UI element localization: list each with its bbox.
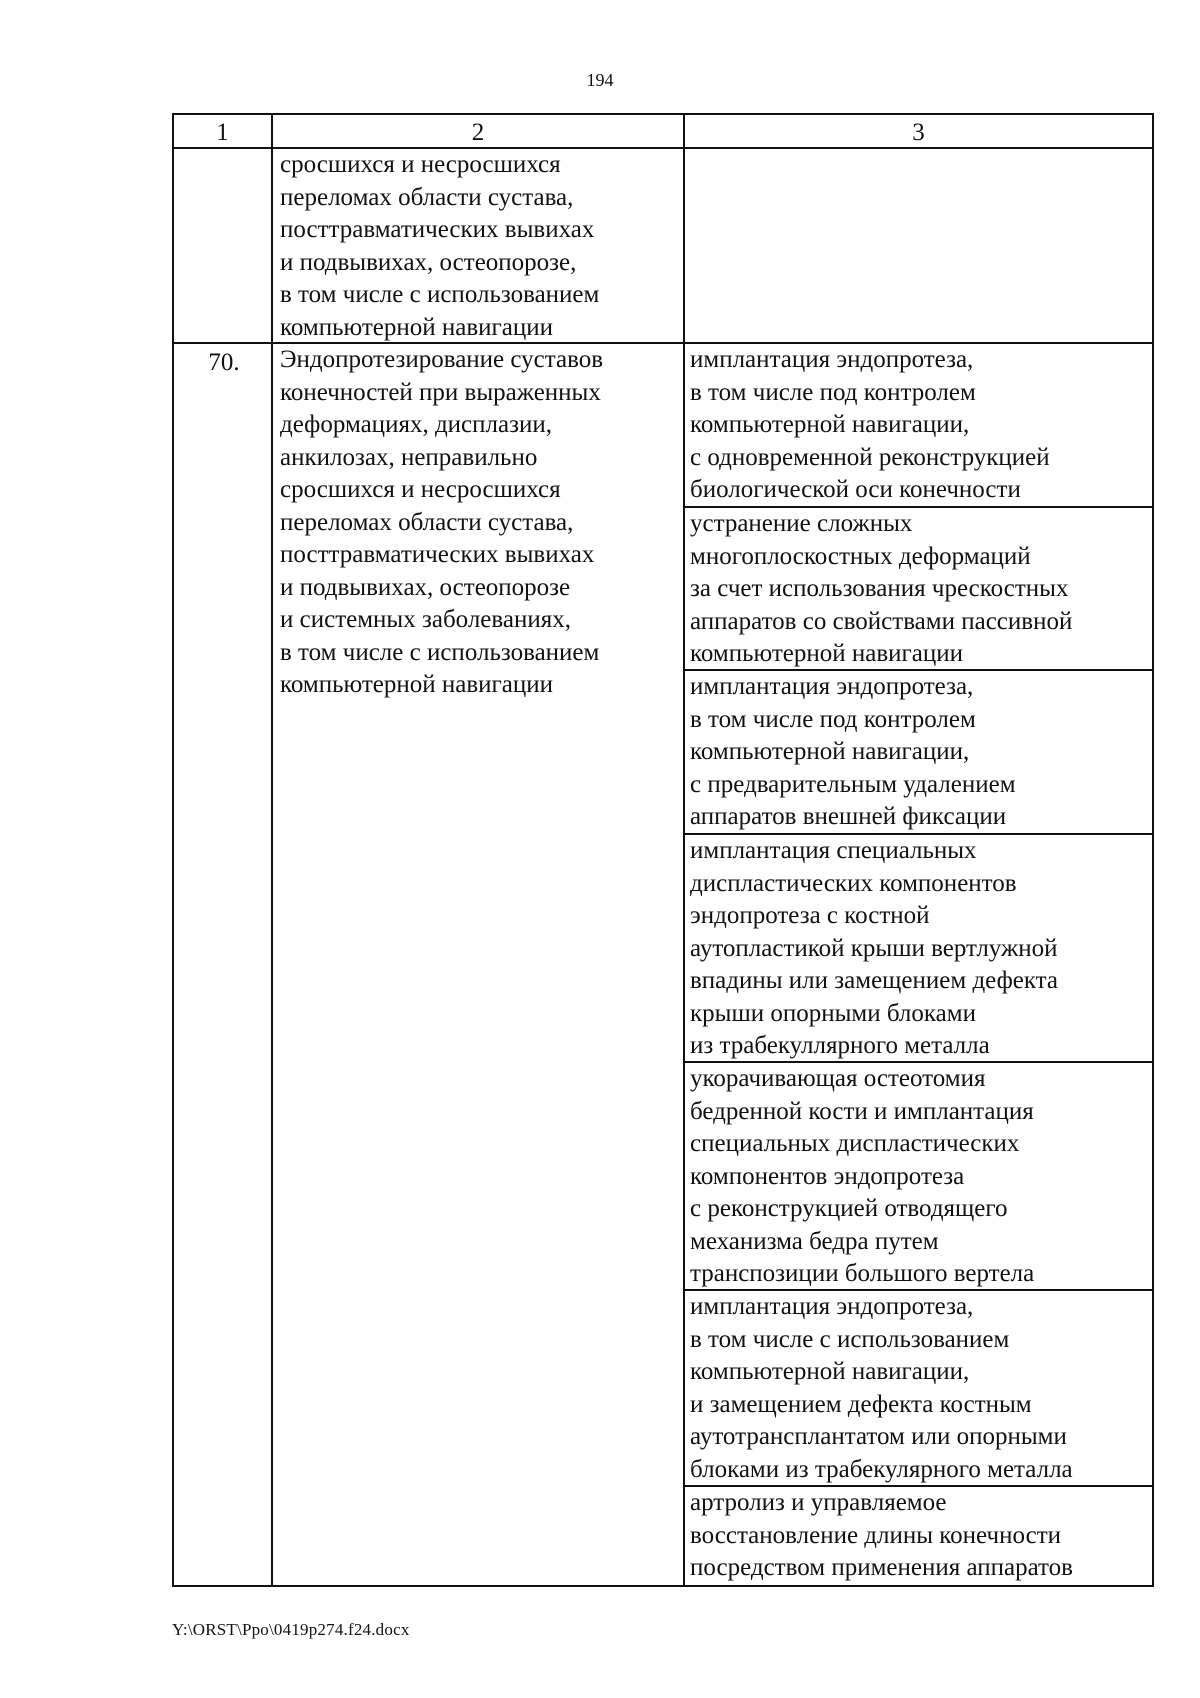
row-number: 70. — [208, 349, 240, 376]
treatment-method-4 — [690, 835, 1058, 1063]
text-line: имплантация специальных — [690, 837, 977, 864]
text-line: эндопротеза с костной — [690, 902, 930, 929]
text-line: посредством применения аппаратов — [690, 1554, 1073, 1581]
text-line: биологической оси конечности — [690, 476, 1021, 503]
text-line: анкилозах, неправильно — [280, 443, 538, 471]
text-line: в том числе под контролем — [690, 378, 976, 406]
text-line: в том числе с использованием — [690, 1325, 1010, 1353]
text-line: посттравматических вывихах — [280, 541, 595, 568]
text-line: специальных диспластических — [690, 1130, 1020, 1157]
text-line: компьютерной навигации, — [690, 411, 970, 438]
text-line: сросшихся и несросшихся — [280, 476, 561, 503]
text-line: компьютерной навигации, — [690, 738, 970, 765]
text-line: в том числе с использованием — [280, 638, 600, 666]
text-line: имплантация эндопротеза, — [690, 346, 974, 373]
text-line: переломах области сустава, — [280, 183, 574, 211]
text-line: Эндопротезирование суставов — [280, 346, 604, 373]
text-line: переломах области сустава, — [280, 508, 574, 536]
column-divider-1 — [271, 113, 273, 1587]
text-line: с одновременной реконструкцией — [690, 443, 1050, 471]
text-line: компьютерной навигации — [280, 671, 554, 698]
text-line: артролиз и управляемое — [690, 1489, 947, 1516]
text-line: бедренной кости и имплантация — [690, 1097, 1034, 1125]
table-border-top — [172, 113, 1154, 115]
text-line: и подвывихах, остеопорозе, — [280, 248, 577, 276]
page-number: 194 — [586, 70, 614, 90]
text-line: аутопластикой крыши вертлужной — [690, 934, 1058, 962]
table-border-bottom — [172, 1585, 1154, 1587]
text-line: аппаратов со свойствами пассивной — [690, 607, 1073, 635]
text-line: транспозиции большого вертела — [690, 1260, 1035, 1287]
treatment-method-5 — [690, 1063, 1034, 1291]
text-line: посттравматических вывихах — [280, 216, 595, 243]
text-line: восстановление длины конечности — [690, 1521, 1062, 1549]
text-line: с реконструкцией отводящего — [690, 1195, 1008, 1222]
header-col-3: 3 — [912, 119, 925, 146]
text-line: многоплоскостных деформаций — [690, 542, 1031, 570]
text-line: крыши опорными блоками — [690, 999, 976, 1027]
text-line: имплантация эндопротеза, — [690, 673, 974, 700]
column-divider-2 — [683, 113, 685, 1587]
text-line: диспластических компонентов — [690, 869, 1017, 897]
treatment-method-2 — [690, 508, 1072, 671]
text-line: конечностей при выраженных — [280, 378, 601, 406]
text-line: в том числе с использованием — [280, 281, 600, 308]
text-line: из трабекуллярного металла — [690, 1032, 990, 1059]
table-border-right — [1152, 113, 1154, 1587]
treatment-method-6 — [690, 1291, 1073, 1486]
text-line: блоками из трабекулярного металла — [690, 1455, 1073, 1483]
treatment-method-7 — [690, 1487, 1073, 1585]
header-col-1: 1 — [216, 119, 229, 146]
text-line: компьютерной навигации — [690, 640, 964, 667]
text-line: в том числе под контролем — [690, 705, 976, 733]
text-line: компонентов эндопротеза — [690, 1162, 965, 1190]
text-line: укорачивающая остеотомия — [690, 1065, 986, 1092]
text-line: с предварительным удалением — [690, 770, 1016, 798]
text-line: сросшихся и несросшихся — [280, 151, 561, 178]
text-line: и системных заболеваниях, — [280, 606, 571, 633]
text-line: компьютерной навигации, — [690, 1358, 970, 1385]
text-line: за счет использования чрескостных — [690, 575, 1069, 602]
text-line: впадины или замещением дефекта — [690, 967, 1059, 994]
continued-row-text — [280, 149, 599, 344]
text-line: деформациях, дисплазии, — [280, 411, 552, 438]
table-border-left — [172, 113, 174, 1587]
treatment-method-1 — [690, 344, 1050, 507]
text-line: аппаратов внешней фиксации — [690, 803, 1007, 830]
text-line: компьютерной навигации — [280, 313, 554, 341]
header-col-2: 2 — [471, 119, 485, 146]
text-line: аутотрансплантатом или опорными — [690, 1423, 1067, 1450]
text-line: и подвывихах, остеопорозе — [280, 573, 571, 601]
text-line: и замещением дефекта костным — [690, 1390, 1032, 1418]
text-line: устранение сложных — [690, 510, 913, 537]
condition-description — [280, 344, 603, 702]
text-line: механизма бедра путем — [690, 1227, 939, 1255]
treatment-method-3 — [690, 671, 1016, 834]
text-line: имплантация эндопротеза, — [690, 1293, 974, 1320]
document-file-path: Y:\ORST\Ppo\0419p274.f24.docx — [172, 1620, 410, 1639]
